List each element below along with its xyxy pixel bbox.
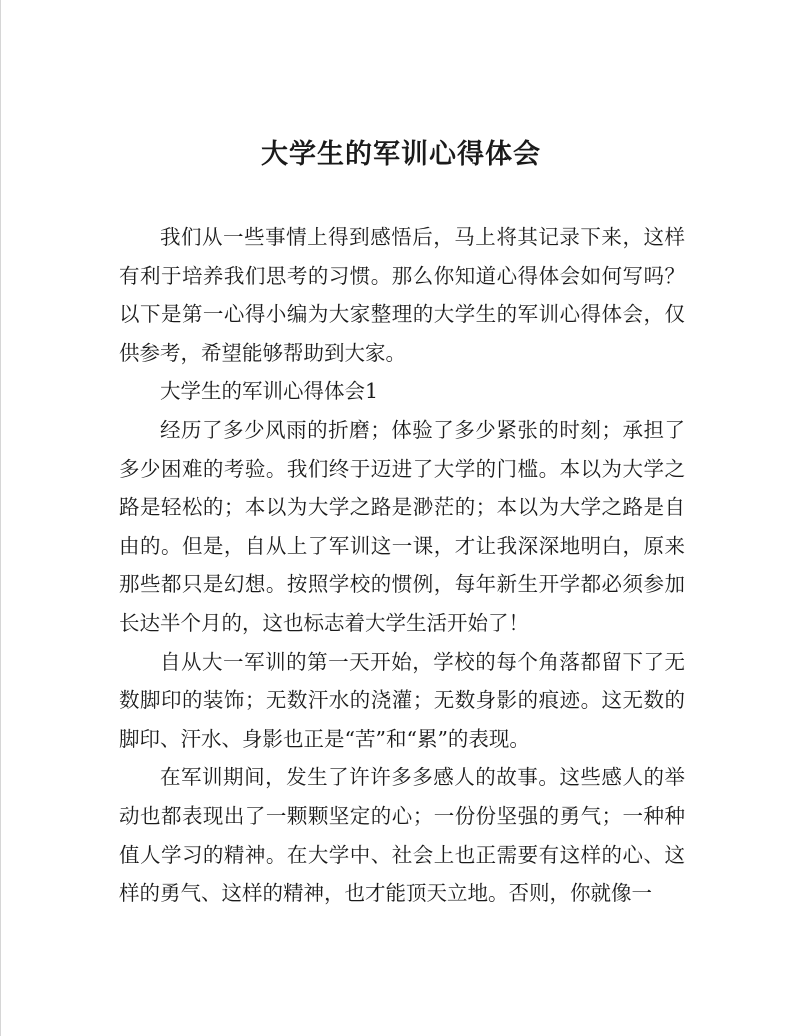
section-heading: 大学生的军训心得体会1 [160,379,379,404]
body-paragraph-2: 自从大一军训的第一天开始，学校的每个角落都留下了无数脚印的装饰；无数汗水的浇灌；无数身影的痕迹。这无数的脚印、汗水、身影也正是“苦”和“累”的表现。 [119,649,685,751]
document-title: 大学生的军训心得体会 [261,139,541,170]
body-paragraph-3: 在军训期间，发生了许许多多感人的故事。这些感人的举动也都表现出了一颗颗坚定的心；一份份坚强的勇气；一种种值人学习的精神。在大学中、社会上也正需要有这样的心、这样的勇气、这样的精神，也才能顶天立地。否则，你就像一 [119,765,685,906]
intro-paragraph: 我们从一些事情上得到感悟后，马上将其记录下来，这样有利于培养我们思考的习惯。那么你知道心得体会如何写吗？以下是第一心得小编为大家整理的大学生的军训心得体会，仅供参考，希望能够帮助到大家。 [119,225,685,365]
document-body [119,218,685,913]
body-paragraph-1: 经历了多少风雨的折磨；体验了多少紧张的时刻；承担了多少困难的考验。我们终于迈进了大学的门槛。本以为大学之路是轻松的；本以为大学之路是渺茫的；本以为大学之路是自由的。但是，自从上了军训这一课，才让我深深地明白，原来那些都只是幻想。按照学校的惯例，每年新生开学都必须参加长达半个月的，这也标志着大学生活开始了！ [119,417,685,635]
